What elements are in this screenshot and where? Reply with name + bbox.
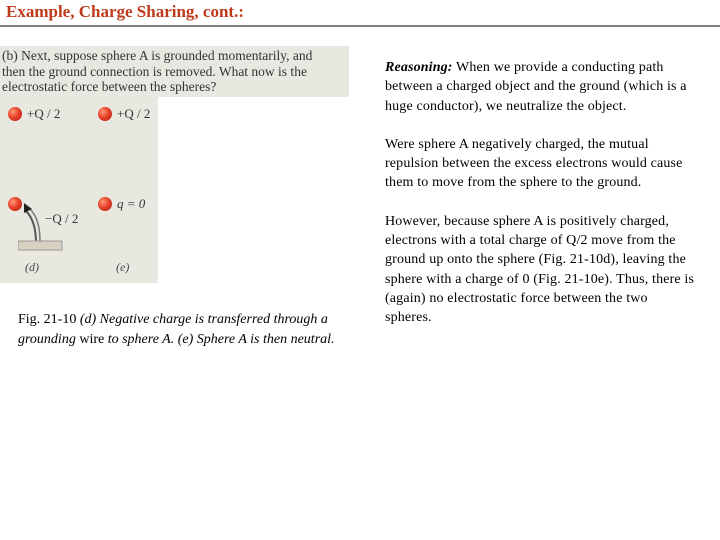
charge-label-top-left: +Q / 2 — [27, 106, 61, 121]
ground-plate-icon — [18, 239, 64, 253]
reasoning-paragraph-2: Were sphere A negatively charged, the mutual repulsion between the excess electrons would cause them to move from the sphere to the ground. — [385, 136, 683, 191]
charge-label-bottom-left: −Q / 2 — [45, 211, 79, 226]
figure-diagram-panel — [0, 97, 158, 283]
reasoning-paragraph-3: However, because sphere A is positively charged, electrons with a total charge of Q/2 move from the ground up onto the sphere (Fig. 21-10d), leaving the sphere with a charge of 0 (Fig. 21-10e). Thus, there is (again) no electrostatic force between the two spheres. — [385, 213, 695, 326]
reasoning-paragraph-1 — [385, 58, 695, 116]
sphere-b-bottom — [98, 197, 112, 211]
figure-question-line-3: electrostatic force between the spheres? — [2, 79, 217, 94]
panel-label-d: (d) — [25, 260, 39, 274]
title-underline — [0, 25, 720, 27]
panel-label-e: (e) — [116, 260, 130, 274]
sphere-b-top — [98, 107, 112, 121]
sphere-a-top — [8, 107, 22, 121]
reasoning-lead: Reasoning: — [385, 60, 453, 75]
caption-text-part2: to sphere A. (e) Sphere A is then neutral. — [104, 331, 335, 347]
figure-question-line-2: then the ground connection is removed. What now is the — [2, 63, 307, 79]
caption-text-part1: (d) Negative charge is transferred through a grounding — [18, 312, 328, 347]
figure-question — [2, 48, 347, 95]
slide-title: Example, Charge Sharing, cont.: — [6, 2, 244, 21]
charge-label-bottom-right: q = 0 — [117, 196, 146, 211]
figure-caption — [18, 310, 348, 349]
caption-wire: wire — [79, 331, 105, 347]
figure-question-panel — [0, 46, 349, 97]
reasoning-block — [385, 58, 695, 347]
figure-question-line-1: (b) Next, suppose sphere A is grounded momentarily, and — [2, 48, 313, 63]
charge-label-top-right: +Q / 2 — [117, 106, 151, 121]
caption-fig-number: Fig. 21-10 — [18, 312, 77, 327]
reasoning-p1-text: When we provide a conducting path between a charged object and the ground (which is a huge conductor), we neutralize the object. — [385, 60, 687, 114]
